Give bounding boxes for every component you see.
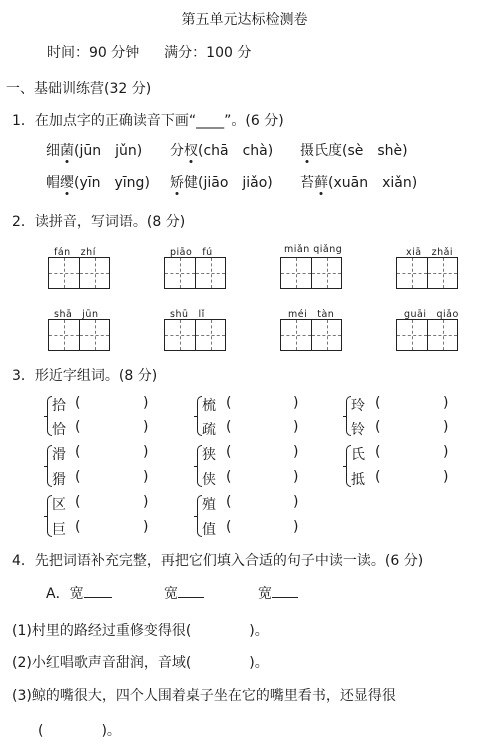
time-label: 时间：: [47, 45, 89, 61]
q1-item: 细菌(jūn jǔn): [46, 140, 142, 160]
answer-paren-close: ): [143, 519, 149, 535]
q4-word-c: 宽: [258, 583, 298, 603]
q1-item: 苔藓(xuān xiǎn): [300, 172, 417, 192]
word-group-row: 侠: [202, 472, 216, 488]
section1-title: 一、基础训练营(32 分): [6, 81, 152, 97]
tianzige-box[interactable]: [164, 319, 226, 351]
answer-paren[interactable]: (: [75, 395, 81, 411]
word-group-row: 梳: [202, 398, 216, 414]
pinyin-label: miǎn qiǎng: [284, 244, 343, 255]
pinyin-options[interactable]: (sè shè): [342, 143, 408, 159]
answer-paren-close: ): [443, 444, 449, 460]
page-title: 第五单元达标检测卷: [181, 12, 308, 28]
q1-item: 帽缨(yīn yīng): [46, 172, 150, 192]
q1-item: 矫健(jiāo jiǎo): [170, 172, 273, 192]
answer-paren[interactable]: (: [75, 444, 81, 460]
answer-paren[interactable]: (: [226, 469, 232, 485]
dotted-char: 缨: [60, 172, 74, 192]
word-group-row: 拾: [52, 398, 66, 414]
q4-stem: 4．先把词语补充完整，再把它们填入合适的句子中读一读。(6 分): [12, 553, 424, 569]
word-group-row: 区: [52, 497, 66, 513]
word-group-row: 氏: [351, 447, 365, 463]
pinyin-label: piāo fú: [170, 247, 213, 258]
pinyin-label: xiā zhǎi: [406, 247, 454, 258]
q1-item: 摄氏度(sè shè): [300, 140, 408, 160]
answer-paren[interactable]: (: [226, 419, 232, 435]
q1-item: 分杈(chā chà): [170, 140, 273, 160]
answer-paren[interactable]: (: [375, 419, 381, 435]
sentence-3: (3)鲸的嘴很大，四个人围着桌子坐在它的嘴里看书，还显得很: [12, 688, 396, 704]
exam-info: [47, 42, 251, 62]
answer-paren-close: ): [293, 494, 299, 510]
tianzige-box[interactable]: [48, 257, 110, 289]
word-group-row: 铃: [351, 422, 365, 438]
pinyin-options[interactable]: (yīn yīng): [74, 175, 150, 191]
pinyin-label: guāi qiǎo: [404, 309, 459, 320]
pinyin-label: méi tàn: [288, 309, 335, 320]
pinyin-label: fán zhí: [54, 247, 96, 258]
word-group-row: 巨: [52, 522, 66, 538]
answer-paren[interactable]: (: [226, 519, 232, 535]
word-group-row: 殖: [202, 497, 216, 513]
tianzige-box[interactable]: [396, 319, 458, 351]
pinyin-label: shū lǐ: [170, 309, 205, 320]
pinyin-options[interactable]: (jūn jǔn): [74, 143, 143, 159]
answer-paren[interactable]: (: [226, 494, 232, 510]
answer-paren-close: ): [293, 519, 299, 535]
fill-blank[interactable]: [84, 587, 112, 598]
answer-paren[interactable]: (: [75, 494, 81, 510]
fill-blank[interactable]: [178, 587, 204, 598]
answer-paren[interactable]: (: [375, 444, 381, 460]
score-value: 100 分: [206, 45, 252, 61]
answer-paren-close: ): [443, 419, 449, 435]
answer-paren-close: ): [293, 469, 299, 485]
word-group-row: 玲: [351, 398, 365, 414]
answer-paren-close: ): [293, 395, 299, 411]
answer-paren[interactable]: (: [75, 469, 81, 485]
answer-paren-close: ): [143, 494, 149, 510]
word-group-row: 狭: [202, 447, 216, 463]
tianzige-box[interactable]: [48, 319, 110, 351]
sentence-1: (1)村里的路经过重修变得很( )。: [12, 623, 269, 639]
answer-paren-close: ): [443, 469, 449, 485]
answer-paren[interactable]: (: [375, 469, 381, 485]
answer-paren-close: ): [143, 444, 149, 460]
word-group-row: 恰: [52, 422, 66, 438]
answer-paren-close: ): [443, 395, 449, 411]
pinyin-options[interactable]: (chā chà): [198, 143, 274, 159]
fill-blank[interactable]: [272, 587, 298, 598]
q4-word-a: A．宽: [46, 583, 112, 603]
dotted-char: 摄: [300, 140, 314, 160]
q2-stem: 2．读拼音，写词语。(8 分): [12, 214, 186, 230]
sentence-3-answer: ( )。: [38, 723, 121, 739]
score-label: 满分：: [164, 45, 207, 61]
q3-stem: 3．形近字组词。(8 分): [12, 368, 158, 384]
pinyin-options[interactable]: (jiāo jiǎo): [198, 175, 273, 191]
sentence-2: (2)小红唱歌声音甜润，音域( )。: [12, 655, 269, 671]
answer-paren-close: ): [143, 469, 149, 485]
q4-word-b: 宽: [164, 583, 204, 603]
pinyin-label: shā jūn: [54, 309, 99, 320]
answer-paren-close: ): [293, 444, 299, 460]
answer-paren-close: ): [293, 419, 299, 435]
answer-paren[interactable]: (: [226, 444, 232, 460]
answer-paren[interactable]: (: [226, 395, 232, 411]
word-group-row: 滑: [52, 447, 66, 463]
word-group-row: 值: [202, 522, 216, 538]
answer-paren[interactable]: (: [75, 519, 81, 535]
tianzige-box[interactable]: [396, 257, 458, 289]
word-group-row: 疏: [202, 422, 216, 438]
dotted-char: 杈: [184, 140, 198, 160]
dotted-char: 菌: [60, 140, 74, 160]
answer-paren[interactable]: (: [375, 395, 381, 411]
time-value: 90 分钟: [89, 45, 140, 61]
q1-stem: 1．在加点字的正确读音下画“____”。(6 分): [12, 113, 284, 129]
tianzige-box[interactable]: [164, 257, 226, 289]
tianzige-box[interactable]: [280, 257, 342, 289]
tianzige-box[interactable]: [280, 319, 342, 351]
pinyin-options[interactable]: (xuān xiǎn): [328, 175, 418, 191]
answer-paren-close: ): [143, 395, 149, 411]
word-group-row: 抵: [351, 472, 365, 488]
answer-paren[interactable]: (: [75, 419, 81, 435]
dotted-char: 矫: [170, 172, 184, 192]
word-group-row: 猾: [52, 472, 66, 488]
dotted-char: 藓: [314, 172, 328, 192]
answer-paren-close: ): [143, 419, 149, 435]
